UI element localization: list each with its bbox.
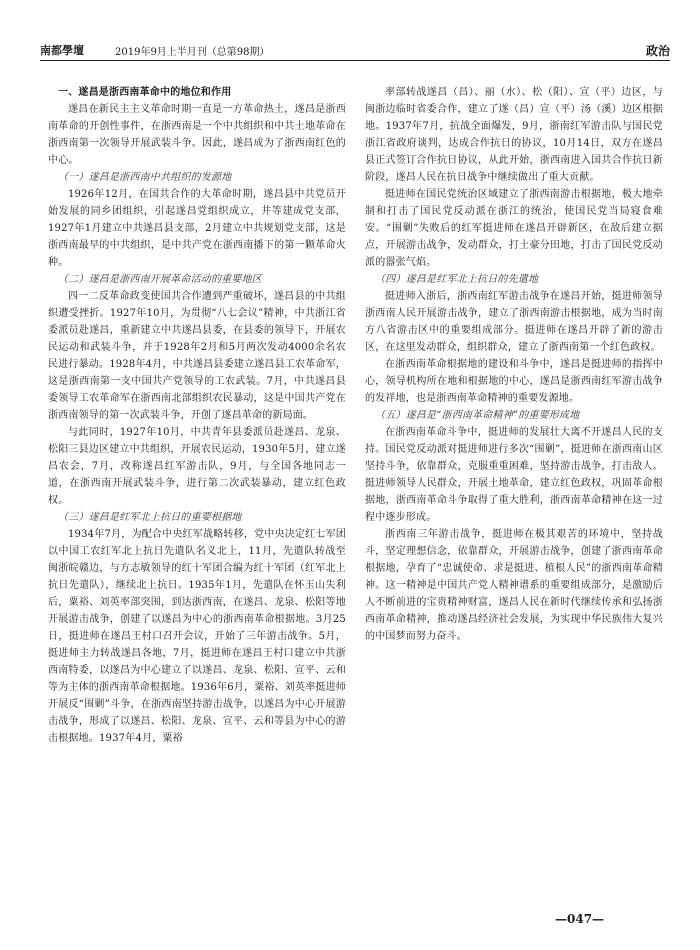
section-label: 政治 (645, 44, 670, 58)
section-heading: （五）遂昌是“浙西南革命精神”的重要形成地 (375, 410, 580, 421)
paragraph: 率部转战遂昌（昌）、丽（水）、松（阳）、宣（平）边区，与闽浙边临时省委合作，建立了遂（昌）宣（平）汤（溪）边区根据地。1937年7月，抗战全面爆发，9月，浙南红军游击队与国民党浙江省政府谈判，达成合作抗日的协议，10月14日，双方在遂昌县正式签订合作抗日协议，从此开始，浙西南进入国共合作抗日新阶段，遂昌人民在抗日战争中继续做出了重大贡献。 (365, 87, 663, 183)
right-column (365, 84, 663, 645)
section-heading: （三）遂昌是红军北上抗日的重要根据地 (58, 512, 242, 523)
section-heading: （二）遂昌是浙西南开展革命活动的重要地区 (58, 274, 262, 285)
paragraph: 1934年7月，为配合中央红军战略转移，党中央决定红七军团以中国工农红军北上抗日先遣队名义北上，11月，先遣队转战至闽浙皖赣边，与方志敏领导的红十军团合编为红十军团（红军北上抗日先遣队），继续北上抗日。1935年1月，先遣队在怀玉山失利后，粟裕、刘英率部突围，到达浙西南，在遂昌、龙泉、松阳等地开展游击战争，创建了以遂昌为中心的浙西南革命根据地。3月25日，挺进师在遂昌王村口召开会议，开始了三年游击战争。5月，挺进师主力转战遂昌各地，7月，挺进师在遂昌王村口建立中共浙西南特委，以遂昌为中心建立了以遂昌、龙泉、松阳、宣平、云和等为主体的浙西南革命根据地。1936年6月，粟裕、刘英率挺进师开展反“围剿”斗争，在浙西南坚持游击战争，以遂昌为中心开展游击战争，形成了以遂昌、松阳、龙泉、宣平、云和等县为中心的游击根据地。1937年4月，粟裕 (48, 529, 347, 744)
paragraph: 浙西南三年游击战争，挺进师在极其艰苦的环境中，坚持战斗，坚定理想信念，依靠群众，开展游击战争，创建了浙西南革命根据地，孕育了“忠诚使命、求是挺进、植根人民”的浙西南革命精神。这一精神是中国共产党人精神谱系的重要组成部分，是激励后人不断前进的宝贵精神财富，遂昌人民在新时代继续传承和弘扬浙西南革命精神，推动遂昌经济社会发展，为实现中华民族伟大复兴的中国梦而努力奋斗。 (365, 529, 663, 642)
paragraph: 遂昌在新民主主义革命时期一直是一方革命热土，遂昌是浙西南革命的开创性事件，在浙西南是一个中共组织和中共土地革命在浙西南第一次领导开展武装斗争。因此，遂昌成为了浙西南红色的中心。 (48, 104, 346, 166)
paragraph: 在浙西南革命根据地的建设和斗争中，遂昌是挺进师的指挥中心，领导机构所在地和根据地的中心，遂昌是浙西南红军游击战争的发祥地，也是浙西南革命精神的重要发源地。 (365, 359, 663, 404)
section-heading: （四）遂昌是红军北上抗日的先遣地 (375, 274, 539, 285)
page-number: —047— (555, 912, 605, 926)
section-heading: （一）遂昌是浙西南中共组织的发源地 (58, 172, 232, 183)
journal-name: 南都學壇 (40, 44, 84, 57)
paragraph: 1926年12月，在国共合作的大革命时期，遂昌县中共党员开始发展的同乡团组织，引起遂昌党组织成立，井等建成党支部，1927年1月建立中共遂昌县支部，2月建立中共规划党支部，这是浙西南最早的中共组织，是中共产党在浙西南播下的第一颗革命火种。 (48, 189, 346, 268)
paragraph: 四一二反革命政变使国共合作遭到严重破坏，遂昌县的中共组织遭受挫折。1927年10月，为贯彻“八七会议”精神，中共浙江省委派员赴遂昌，重新建立中共遂昌县委，在县委的领导下，开展农民运动和武装斗争，并于1928年2月和5月两次发动4000余名农民进行暴动。1928年4月，中共遂昌县委建立遂昌县工农革命军，这是浙西南第一支中国共产党领导的工农武装。7月，中共遂昌县委领导工农革命军在浙西南北部组织农民暴动，这是中国共产党在浙西南领导的第一次武装斗争，开创了遂昌革命的新局面。 (48, 291, 347, 421)
page-header (40, 42, 670, 62)
paragraph: 在浙西南革命斗争中，挺进师的发展壮大离不开遂昌人民的支持。国民党反动派对挺进师进行多次“围剿”，挺进师在浙西南山区坚持斗争，依靠群众，克服重重困难，坚持游击战争，打击敌人。挺进师领导人民群众，开展土地革命，建立红色政权，巩固革命根据地，浙西南革命斗争取得了重大胜利，浙西南革命精神在这一过程中逐步形成。 (365, 427, 663, 523)
section-heading: 一、遂昌是浙西南革命中的地位和作用 (58, 87, 232, 98)
paragraph: 与此同时，1927年10月，中共青年县委派员赴遂昌、龙泉、松阳三县边区建立中共组织，开展农民运动，1930年5月，建立遂昌农会，7月，改称遂昌红军游击队，9月，与全国各地同志一道，在浙西南开展武装斗争，进行第二次武装暴动，建立红色政权。 (48, 427, 347, 506)
paragraph: 挺进师入浙后，浙西南红军游击战争在遂昌开始，挺进师领导浙西南人民开展游击战争，建立了浙西南游击根据地，成为当时南方八省游击区中的重要组成部分。挺进师在遂昌开辟了新的游击区，在这里发动群众，组织群众，建立了浙西南第一个红色政权。 (365, 291, 663, 353)
paragraph: 挺进师在国民党统治区域建立了浙西南游击根据地，极大地牵制和打击了国民党反动派在浙江的统治，使国民党当局寝食难安。“围剿”失败后的红军挺进师在遂昌开辟新区，在敌后建立据点，开展游击战争，发动群众，打土豪分田地，打击了国民党反动派的嚣张气焰。 (365, 189, 663, 268)
issue-info: 2019年9月上半月刊（总第98期） (115, 47, 270, 58)
header-rule (40, 60, 670, 61)
left-column (48, 84, 346, 747)
